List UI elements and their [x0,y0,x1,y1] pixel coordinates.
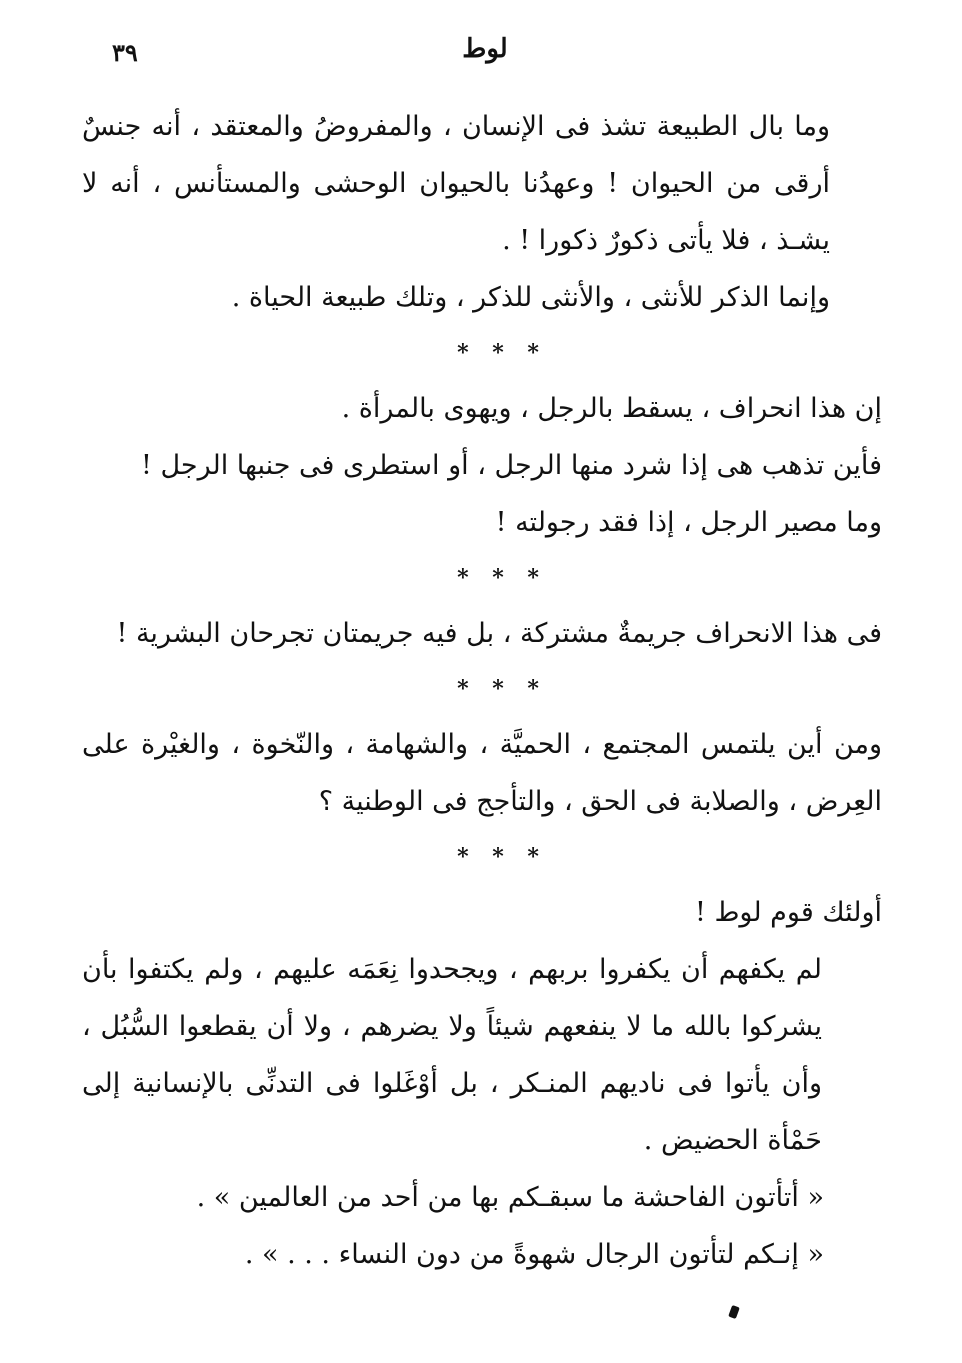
quran-quote-1: « أتأتون الفاحشة ما سبقـكم بها من أحد من العالمين » . [196,1182,824,1213]
page-number: ٣٩ [112,38,138,67]
paragraph-4: فأين تذهب هى إذا شرد منها الرجل ، أو استطرى فى جنبها الرجل ! [141,450,882,481]
section-separator: * * * [457,844,547,870]
running-title: لوط [462,34,508,64]
page-header [0,30,962,80]
paragraph-3: إن هذا انحراف ، يسقط بالرجل ، ويهوى بالمرأة . [341,393,882,424]
ink-mark [728,1305,740,1319]
paragraph-8: أولئك قوم لوط ! [695,897,882,928]
quran-quote-2: « إنـكم لتأتون الرجال شهوةً من دون النساء . . . » . [244,1239,824,1270]
section-separator: * * * [457,340,547,366]
page-body [82,98,882,1283]
paragraph-5: وما مصير الرجل ، إذا فقد رجولته ! [495,507,882,538]
paragraph-7: ومن أين يلتمس المجتمع ، الحميَّة ، والشهامة ، والنّخوة ، والغيْرة على العِرض ، والصلابة فى الحق ، والتأجج فى الوطنية ؟ [82,729,882,817]
paragraph-2: وإنما الذكر للأنثى ، والأنثى للذكر ، وتلك طبيعة الحياة . [231,282,830,313]
paragraph-1: وما بال الطبيعة تشذ فى الإنسان ، والمفروضُ والمعتقد ، أنه جنسٌ أرقى من الحيوان ! وعهدُنا بالحيوان الوحشى والمستأنس ، أنه لا يشـذ ، فلا يأتى ذكورٌ ذكورا ! . [82,111,830,256]
section-separator: * * * [457,676,547,702]
section-separator: * * * [457,565,547,591]
paragraph-6: فى هذا الانحراف جريمةٌ مشتركة ، بل فيه جريمتان تجرحان البشرية ! [116,618,882,649]
paragraph-9: لم يكفهم أن يكفروا بربهم ، ويجحدوا نِعَمَه عليهم ، ولم يكتفوا بأن يشركوا بالله ما لا ينفعهم شيئاً ولا يضرهم ، ولا أن يقطعوا السُّبُل ، وأن يأتوا فى ناديهم المنـكر ، بل أوْغَلوا فى التدنِّى بالإنسانية إلى حَمْأة الحضيض . [82,954,822,1156]
